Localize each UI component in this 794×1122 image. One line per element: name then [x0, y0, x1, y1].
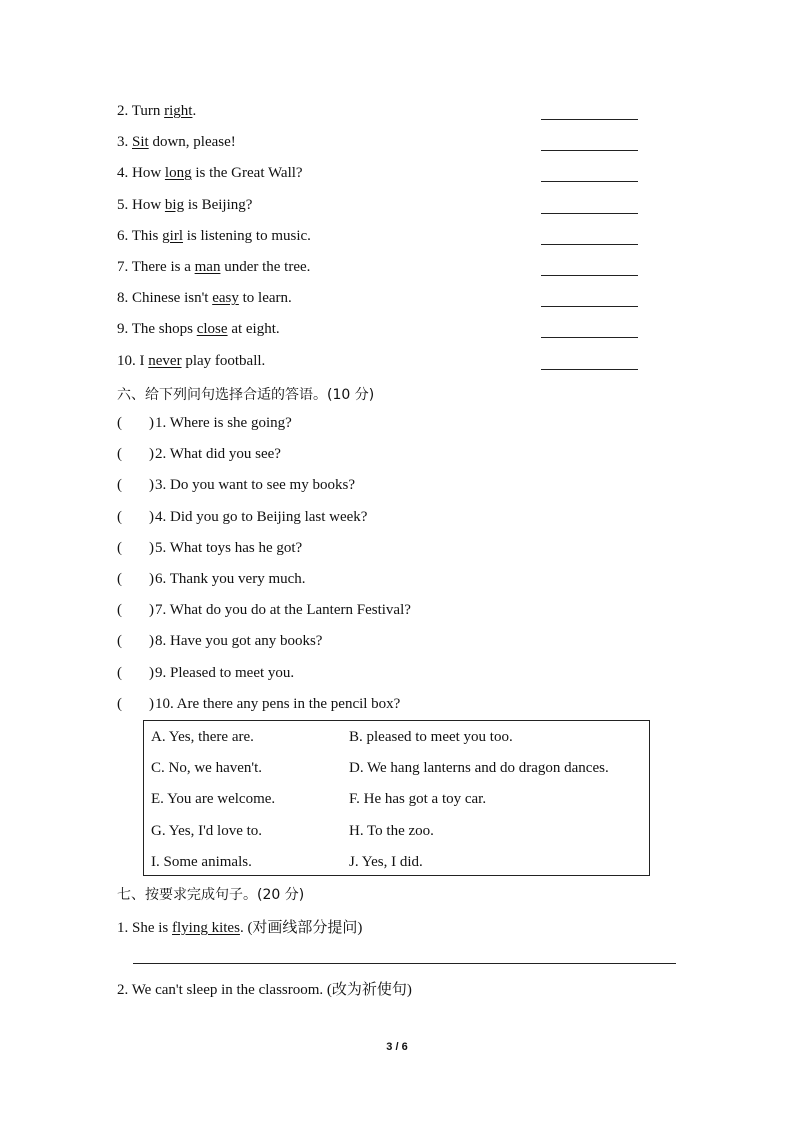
answer-blank[interactable] — [541, 369, 638, 370]
item-text-pre: 4. How — [117, 165, 165, 182]
answer-blank[interactable] — [541, 150, 638, 151]
matching-question — [117, 415, 292, 432]
bracket-close: ) — [149, 695, 154, 712]
question-text: 8. Have you got any books? — [155, 633, 323, 650]
item-text-pre: 7. There is a — [117, 259, 195, 275]
answer-bracket[interactable] — [117, 571, 155, 588]
bracket-open: ( — [117, 695, 122, 712]
bracket-open: ( — [117, 602, 122, 619]
item-underlined-word: close — [196, 321, 228, 338]
bracket-close: ) — [149, 539, 154, 556]
question-text: 9. Pleased to meet you. — [155, 664, 295, 681]
bracket-close: ) — [149, 415, 154, 431]
question-text: 3. Do you want to see my books? — [155, 477, 355, 494]
answer-bracket[interactable] — [117, 540, 155, 557]
answer-bracket[interactable] — [117, 665, 155, 682]
item-text-post: is Beijing? — [184, 196, 253, 213]
question-text: 10. Are there any pens in the pencil box? — [155, 695, 401, 712]
item-text-post: is the Great Wall? — [191, 165, 303, 182]
item-text-post: down, please! — [148, 134, 236, 151]
answer-option: J. Yes, I did. — [349, 853, 423, 870]
matching-question — [117, 509, 367, 526]
matching-question — [117, 665, 294, 682]
item-text-post: is listening to music. — [183, 227, 311, 244]
question-text: 7. What do you do at the Lantern Festival? — [155, 602, 411, 619]
answer-option: G. Yes, I'd love to. — [151, 822, 263, 839]
transform-item — [117, 103, 196, 120]
answer-bracket[interactable] — [117, 602, 155, 619]
q1-underlined-text: flying kites — [172, 920, 240, 936]
item-underlined-word: long — [164, 165, 192, 182]
answer-bracket[interactable] — [117, 633, 155, 650]
answer-blank[interactable] — [541, 119, 638, 120]
answer-blank[interactable] — [541, 275, 638, 276]
item-underlined-word: big — [164, 196, 185, 213]
item-text-post: to learn. — [238, 290, 292, 307]
bracket-open: ( — [117, 571, 122, 587]
item-text-pre: 3. — [117, 134, 132, 151]
transform-item — [117, 290, 292, 307]
item-text-pre: 6. This — [117, 227, 163, 244]
bracket-open: ( — [117, 446, 122, 463]
bracket-open: ( — [117, 508, 122, 525]
answer-line[interactable] — [133, 963, 676, 964]
answer-option: A. Yes, there are. — [151, 729, 254, 745]
matching-question — [117, 633, 322, 650]
answer-option: B. pleased to meet you too. — [349, 729, 513, 745]
bracket-open: ( — [117, 415, 122, 431]
section7-heading: 七、按要求完成句子。(20 分) — [117, 887, 305, 903]
item-text-post: play football. — [181, 352, 266, 369]
item-underlined-word: girl — [162, 227, 183, 244]
item-text-post: under the tree. — [220, 259, 311, 275]
bracket-open: ( — [117, 664, 122, 681]
item-text-pre: 10. I — [117, 352, 149, 369]
matching-question — [117, 696, 400, 713]
transform-item — [117, 259, 310, 276]
section6-heading: 六、给下列问句选择合适的答语。(10 分) — [117, 387, 375, 403]
transform-item — [117, 321, 280, 338]
item-underlined-word: right — [164, 103, 193, 119]
section7-question-1 — [117, 916, 362, 937]
bracket-close: ) — [149, 446, 154, 463]
answer-bracket[interactable] — [117, 446, 155, 463]
item-text-pre: 5. How — [117, 196, 165, 213]
question-text: 1. Where is she going? — [155, 415, 292, 431]
matching-question — [117, 477, 355, 494]
answer-option: F. He has got a toy car. — [349, 791, 487, 808]
answer-bracket[interactable] — [117, 696, 155, 713]
answer-blank[interactable] — [541, 337, 638, 338]
q1-text-pre: 1. She is — [117, 920, 173, 936]
page-number: 3 / 6 — [386, 1041, 408, 1053]
bracket-open: ( — [117, 633, 122, 650]
question-text: 5. What toys has he got? — [155, 539, 303, 556]
bracket-close: ) — [149, 664, 154, 681]
item-underlined-word: never — [148, 352, 182, 369]
item-text-pre: 2. Turn — [117, 103, 165, 119]
answer-option: E. You are welcome. — [151, 791, 276, 808]
transform-item — [117, 165, 303, 182]
answer-bracket[interactable] — [117, 477, 155, 494]
matching-question — [117, 602, 411, 619]
answer-bracket[interactable] — [117, 415, 155, 432]
answer-blank[interactable] — [541, 306, 638, 307]
answer-blank[interactable] — [541, 181, 638, 182]
bracket-open: ( — [117, 477, 122, 494]
item-underlined-word: easy — [212, 290, 239, 307]
question-text: 4. Did you go to Beijing last week? — [155, 508, 368, 525]
bracket-close: ) — [149, 571, 154, 587]
transform-item — [117, 134, 236, 151]
transform-item — [117, 353, 265, 370]
item-text-pre: 8. Chinese isn't — [117, 290, 213, 307]
item-underlined-word: man — [194, 259, 221, 275]
bracket-close: ) — [149, 477, 154, 494]
answer-bracket[interactable] — [117, 509, 155, 526]
answer-option: H. To the zoo. — [349, 822, 434, 839]
bracket-open: ( — [117, 539, 122, 556]
answer-option: I. Some animals. — [151, 853, 252, 870]
answer-option: C. No, we haven't. — [151, 760, 263, 777]
matching-question — [117, 540, 302, 557]
options-box — [143, 720, 650, 876]
bracket-close: ) — [149, 602, 154, 619]
matching-question — [117, 446, 281, 463]
item-underlined-word: Sit — [132, 134, 149, 151]
q1-text-post: . (对画线部分提问) — [239, 920, 363, 936]
bracket-close: ) — [149, 508, 154, 525]
matching-question — [117, 571, 306, 588]
item-text-post: at eight. — [227, 321, 280, 338]
section7-question-2: 2. We can't sleep in the classroom. (改为祈使句) — [117, 982, 412, 998]
item-text-post: . — [192, 103, 197, 119]
answer-blank[interactable] — [541, 244, 638, 245]
answer-blank[interactable] — [541, 213, 638, 214]
question-text: 2. What did you see? — [155, 446, 281, 463]
transform-item — [117, 228, 311, 245]
bracket-close: ) — [149, 633, 154, 650]
transform-item — [117, 197, 252, 214]
question-text: 6. Thank you very much. — [155, 571, 306, 587]
answer-option: D. We hang lanterns and do dragon dances. — [349, 760, 609, 777]
item-text-pre: 9. The shops — [117, 321, 197, 338]
